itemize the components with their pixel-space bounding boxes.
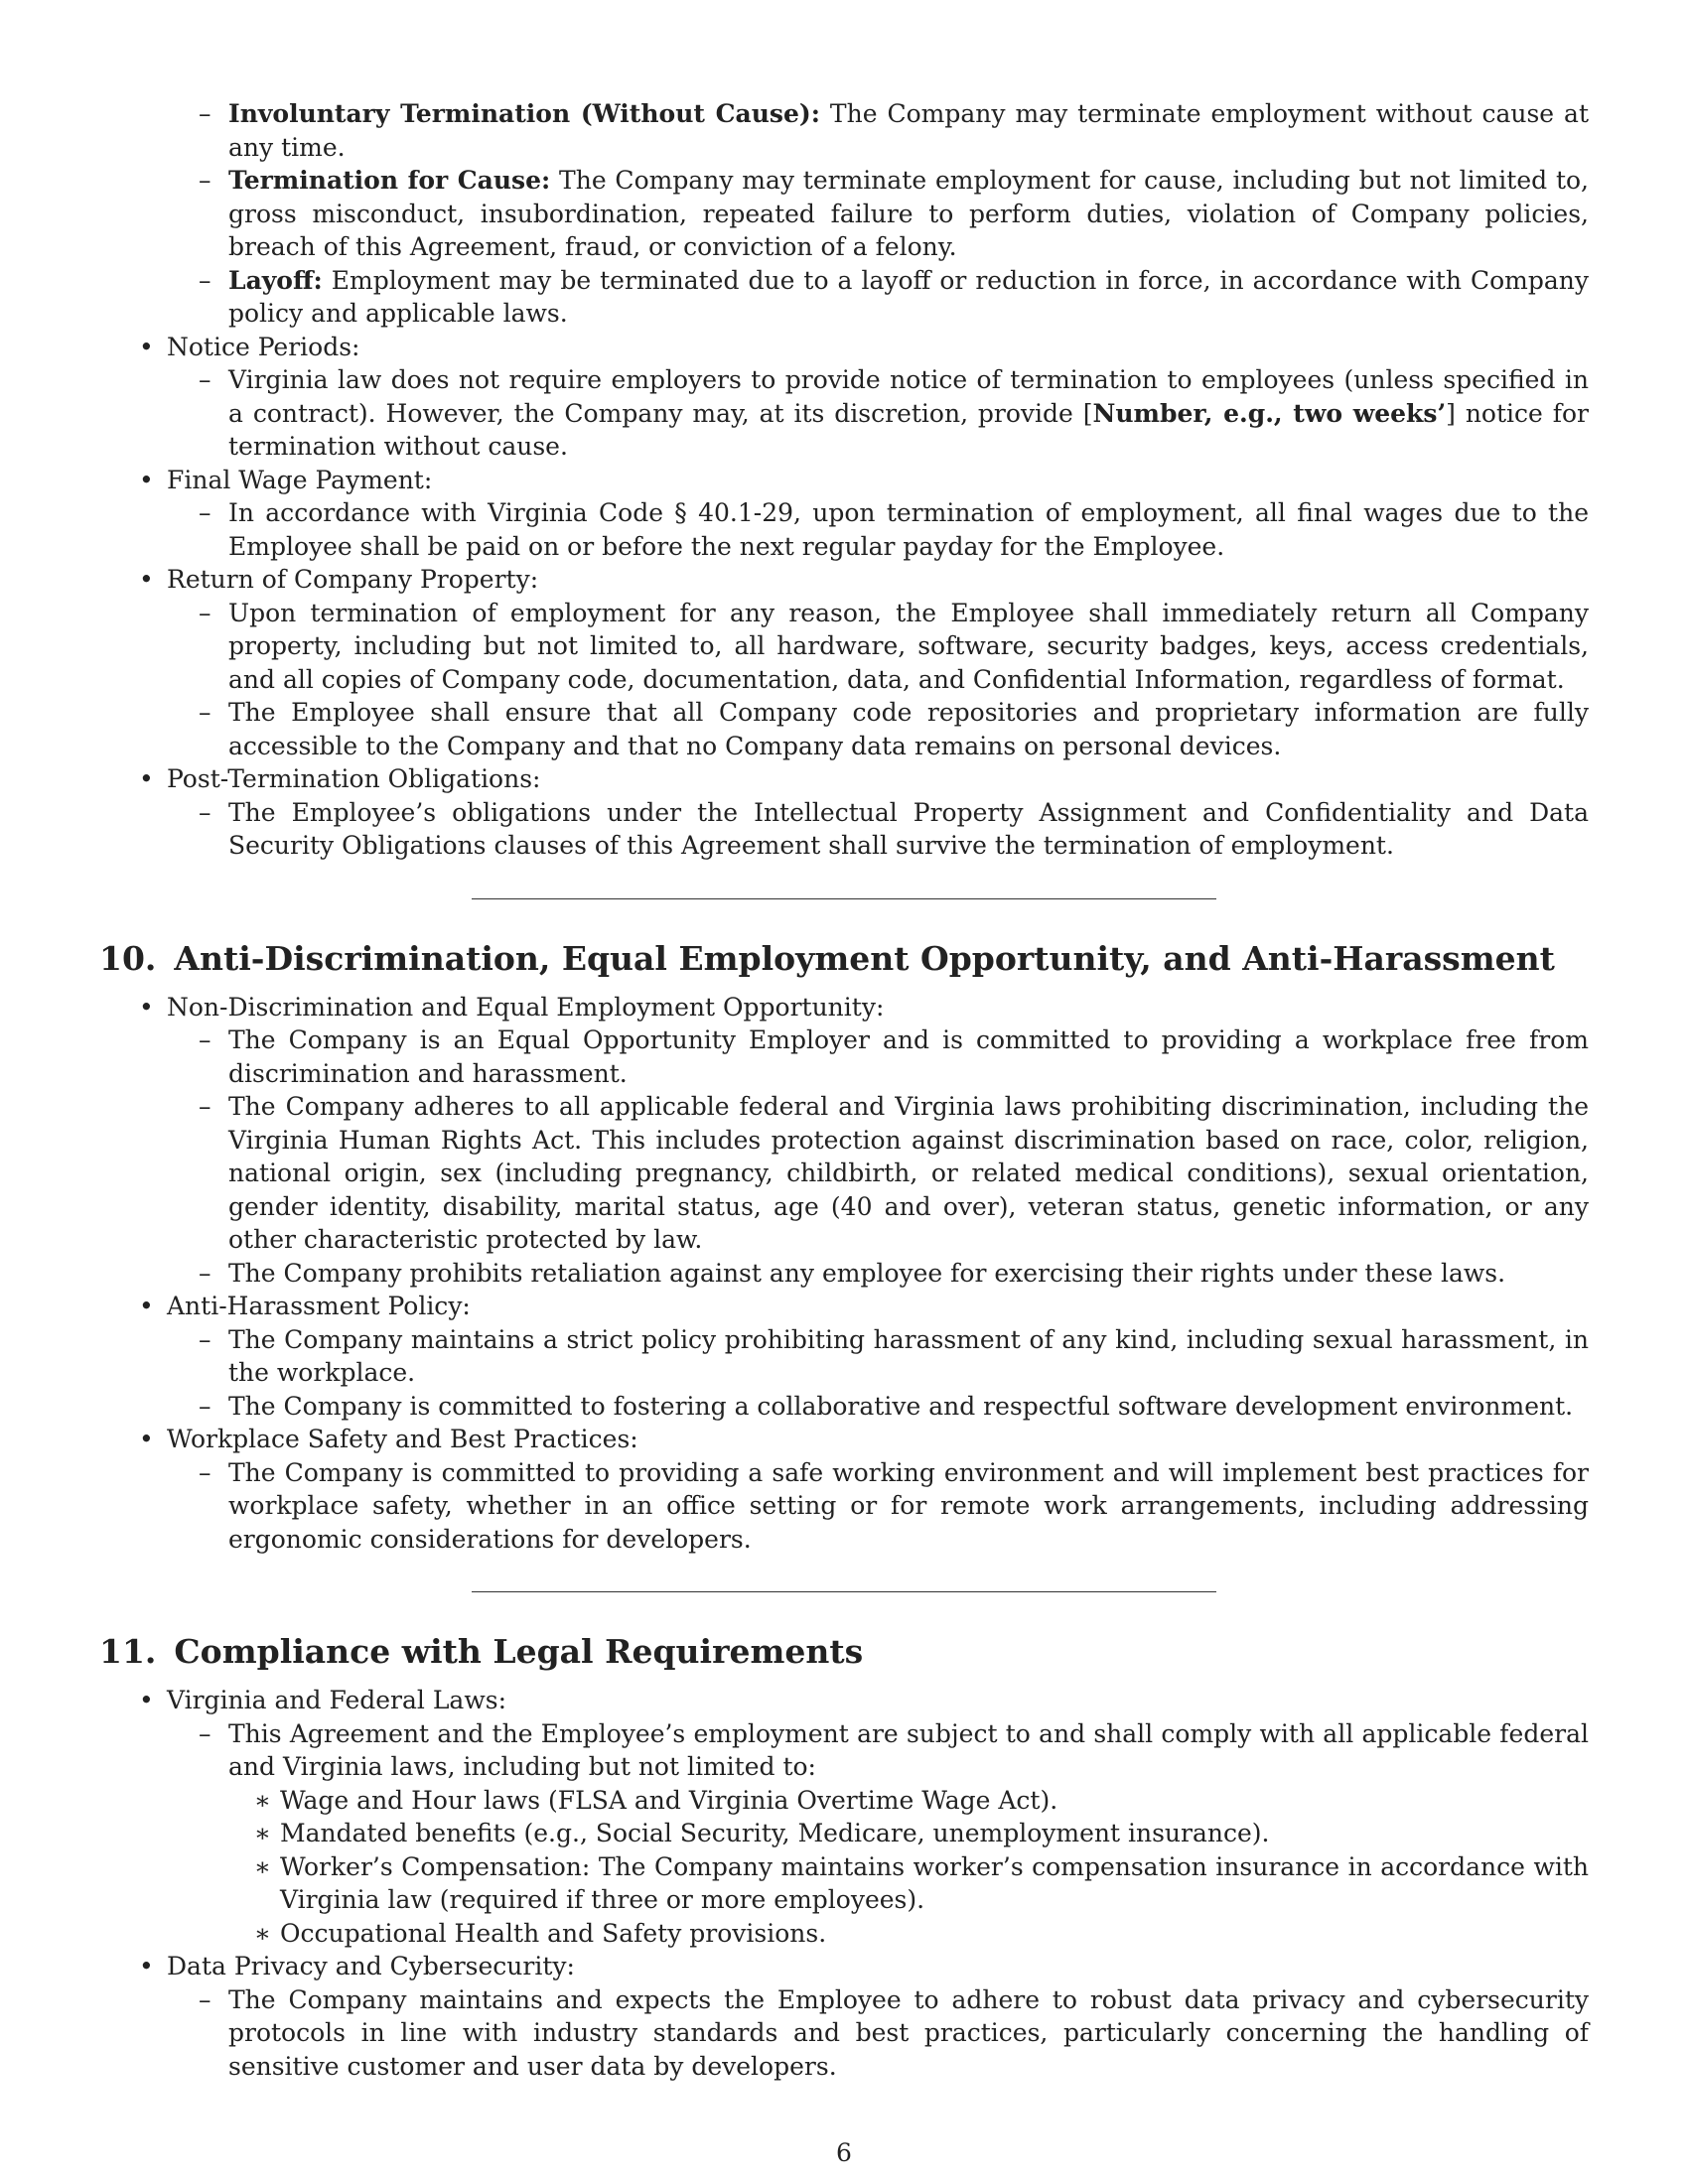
bullet-marker: • [139,1686,154,1714]
item-text: Worker’s Compensation: The Company maintains worker’s compensation insurance in accordance with Virginia law (required if three or more employees). [280,1851,1589,1914]
dash-marker: – [199,1391,211,1421]
star-marker: ∗ [254,1918,271,1948]
item-heading: Virginia and Federal Laws: [167,1686,506,1714]
dash-marker: – [199,99,211,128]
item-text: ] notice for termination without cause. [228,398,1589,461]
list-item [199,164,1589,264]
list-item [199,796,1589,863]
item-text: Upon termination of employment for any reason, the Employee shall immediately return all Company property, including but not limited to, all hardware, software, security badges, keys, access credentials, and all copies of Company code, documentation, data, and Confidential Information, regardless of format. [228,598,1589,694]
item-text: This Agreement and the Employee’s employment are subject to and shall comply with all applicable federal and Virginia laws, including but not limited to: [228,1718,1589,1781]
item-text: Wage and Hour laws (FLSA and Virginia Overtime Wage Act). [280,1785,1058,1815]
section-divider [472,898,1216,899]
item-heading: Workplace Safety and Best Practices: [167,1425,638,1453]
dash-marker: – [199,1092,211,1121]
page-content [99,97,1589,2083]
star-marker: ∗ [254,1819,271,1847]
list-item [199,97,1590,164]
list-item [139,464,1589,497]
list-item [139,563,1589,597]
list-item [199,1257,1589,1291]
list-item [254,1917,1589,1951]
list-item [199,1090,1589,1257]
dash-marker: – [199,365,211,394]
term-label: Layoff: [228,265,323,295]
dash-marker: – [199,698,211,727]
item-heading: Data Privacy and Cybersecurity: [167,1952,575,1980]
list-item [199,1390,1589,1424]
item-heading: Final Wage Payment: [167,465,433,494]
term-label: Termination for Cause: [228,166,551,195]
item-text: Virginia law does not require employers to provide notice of termination to employees (unless specified in a contract). However, the Company may, at its discretion, provide [ [228,365,1589,428]
dash-marker: – [199,598,211,627]
list-item [199,1717,1589,1784]
section-number: 10. [99,938,157,978]
item-text: In accordance with Virginia Code § 40.1-29, upon termination of employment, all final wages due to the Employee shall be paid on or before the next regular payday for the Employee. [228,498,1589,561]
term-text: The Company may terminate employment without cause at any time. [228,99,1590,162]
list-item [199,1456,1589,1557]
list-item [139,331,1589,364]
list-item [139,1950,1589,1983]
list-item [254,1784,1589,1818]
list-item [139,1290,1589,1323]
item-text: Mandated benefits (e.g., Social Security, Medicare, unemployment insurance). [280,1819,1270,1847]
item-text: The Company adheres to all applicable federal and Virginia laws prohibiting discrimination, including the Virginia Human Rights Act. This includes protection against discrimination based on race, color, religion, national origin, sex (including pregnancy, childbirth, or related medical conditions), sexual orientation, gender identity, disability, marital status, age (40 and over), veteran status, genetic information, or any other characteristic protected by law. [228,1092,1589,1254]
list-item [139,1423,1589,1456]
list-item [199,264,1589,331]
dash-marker: – [199,1258,211,1288]
bullet-marker: • [139,565,154,594]
item-text: The Company is an Equal Opportunity Employer and is committed to providing a workplace free from discrimination and harassment. [228,1025,1589,1088]
dash-marker: – [199,166,211,195]
list-item [254,1850,1589,1917]
item-text: The Company prohibits retaliation against any employee for exercising their rights under these laws. [228,1258,1506,1288]
placeholder-text: Number, e.g., two weeks’ [1092,398,1447,428]
list-item [199,496,1589,563]
dash-marker: – [199,1457,211,1487]
bullet-marker: • [139,764,154,793]
bullet-marker: • [139,992,154,1022]
list-item [254,1817,1589,1850]
list-item [199,696,1589,762]
item-heading: Post-Termination Obligations: [167,764,541,793]
item-heading: Return of Company Property: [167,565,539,594]
item-text: The Company maintains and expects the Employee to adhere to robust data privacy and cybersecurity protocols in line with industry standards and best practices, particularly concerning the handling of sensitive customer and user data by developers. [228,1984,1589,2081]
term-label: Involuntary Termination (Without Cause): [228,99,820,128]
page-number: 6 [836,2138,852,2167]
item-text: The Company maintains a strict policy prohibiting harassment of any kind, including sexual harassment, in the workplace. [228,1324,1589,1387]
list-item [199,597,1589,697]
list-item [139,1684,1589,1717]
list-item [199,363,1589,464]
item-heading: Non-Discrimination and Equal Employment Opportunity: [167,992,885,1022]
dash-marker: – [199,498,211,527]
dash-marker: – [199,1718,211,1748]
item-heading: Notice Periods: [167,332,360,361]
star-marker: ∗ [254,1785,271,1815]
item-text: The Employee shall ensure that all Company code repositories and proprietary information are fully accessible to the Company and that no Company data remains on personal devices. [228,698,1589,760]
term-text: The Company may terminate employment for cause, including but not limited to, gross misconduct, insubordination, repeated failure to perform duties, violation of Company policies, breach of this Agreement, fraud, or conviction of a felony. [228,166,1589,261]
item-text: The Company is committed to providing a safe working environment and will implement best practices for workplace safety, whether in an office setting or for remote work arrangements, including addressing ergonomic considerations for developers. [228,1457,1589,1554]
bullet-marker: • [139,465,154,494]
dash-marker: – [199,797,211,827]
list-item [139,762,1589,796]
section-title: Compliance with Legal Requirements [174,1632,864,1671]
dash-marker: – [199,1984,211,2014]
section-title: Anti-Discrimination, Equal Employment Opportunity, and Anti-Harassment [174,938,1555,978]
item-heading: Anti-Harassment Policy: [167,1292,471,1320]
star-marker: ∗ [254,1851,271,1881]
bullet-marker: • [139,1292,154,1320]
bullet-marker: • [139,1425,154,1453]
dash-marker: – [199,1324,211,1354]
dash-marker: – [199,265,211,295]
term-text: Employment may be terminated due to a layoff or reduction in force, in accordance with Company policy and applicable laws. [228,265,1589,328]
bullet-marker: • [139,1952,154,1980]
section-heading [99,1632,1589,1672]
item-text: The Employee’s obligations under the Intellectual Property Assignment and Confidentiality and Data Security Obligations clauses of this Agreement shall survive the termination of employment. [228,797,1589,860]
item-text: Occupational Health and Safety provisions. [280,1918,827,1948]
section-number: 11. [99,1632,157,1671]
list-item [199,1323,1589,1390]
item-text: The Company is committed to fostering a collaborative and respectful software development environment. [228,1391,1574,1421]
bullet-marker: • [139,332,154,361]
list-item [199,1983,1589,2084]
list-item [199,1024,1589,1090]
dash-marker: – [199,1025,211,1054]
section-heading [99,939,1589,979]
section-divider [472,1591,1216,1592]
list-item [139,991,1589,1024]
